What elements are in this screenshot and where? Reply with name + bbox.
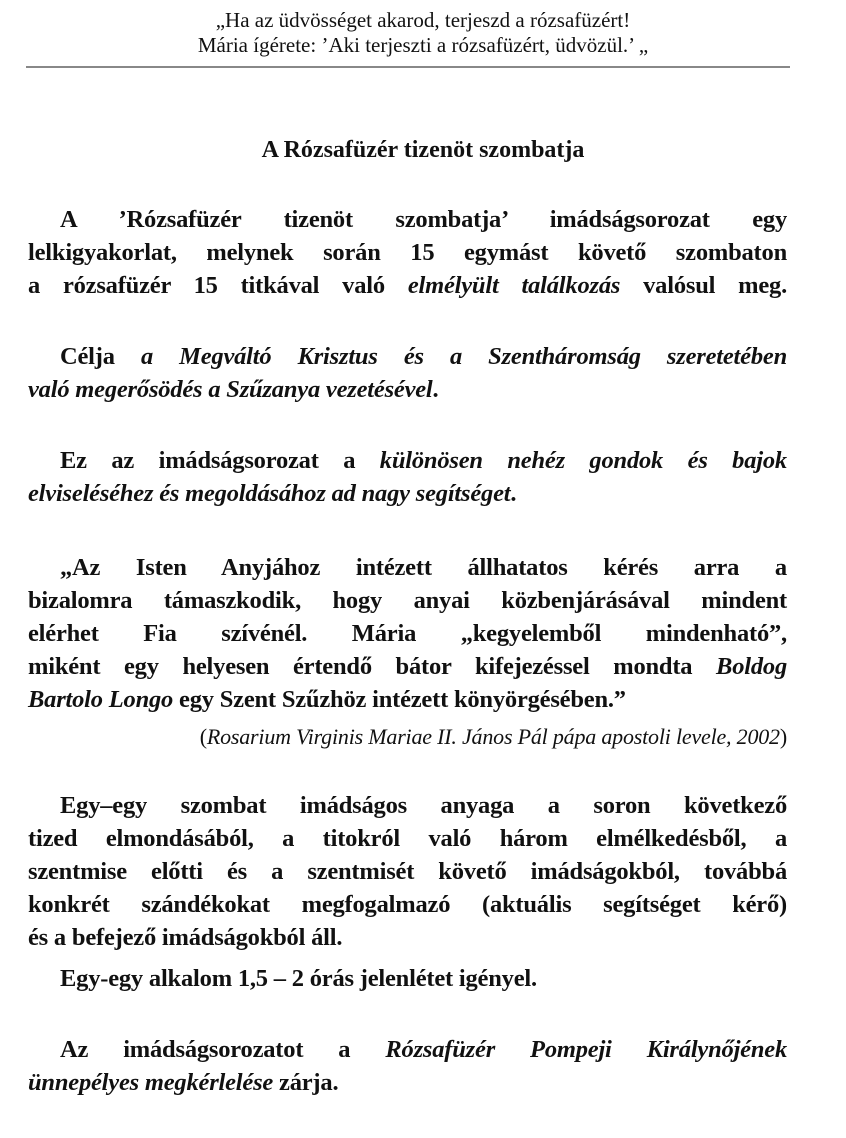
text-segment: és a befejező imádságokból áll. xyxy=(28,924,343,951)
text-segment: ) xyxy=(779,724,787,749)
text-segment: szentmise előtti és a szentmisét követő imádságokból, továbbá xyxy=(28,858,787,885)
italic-text: a Megváltó Krisztus és a Szentháromság szeretetében xyxy=(140,343,787,370)
text-segment: bizalomra támaszkodik, hogy anyai közbenjárásával mindent xyxy=(28,587,787,614)
paragraph-line xyxy=(60,204,787,236)
text-segment: elérhet Fia szívénél. Mária „kegyelemből mindenható”, xyxy=(28,620,787,647)
paragraph-line xyxy=(28,889,787,921)
paragraph-line xyxy=(28,1067,787,1099)
text-segment: Egy-egy alkalom 1,5 – 2 órás jelenlétet igényel. xyxy=(60,965,537,992)
text-segment: A ’Rózsafüzér tizenöt szombatja’ imádságsorozat egy xyxy=(60,206,787,233)
paragraph-line xyxy=(60,552,787,584)
italic-text: Rosarium Virginis Mariae II. János Pál pápa apostoli levele, 2002 xyxy=(206,724,780,749)
paragraph-line xyxy=(28,684,787,716)
text-segment: zárja. xyxy=(273,1069,339,1096)
italic-text: elviseléséhez és megoldásához ad nagy segítséget xyxy=(28,480,511,507)
paragraph-line xyxy=(28,478,787,510)
text-segment: a rózsafüzér 15 titkával való xyxy=(28,272,408,299)
text-segment: . xyxy=(432,376,439,403)
text-segment: Célja xyxy=(60,343,141,370)
paragraph-line xyxy=(28,618,787,650)
text-segment: valósul meg. xyxy=(620,272,787,299)
text-segment: egy Szent Szűzhöz intézett könyörgésében.” xyxy=(173,686,626,713)
paragraph-line xyxy=(28,823,787,855)
paragraph-line xyxy=(28,585,787,617)
text-segment: Az imádságsorozatot a xyxy=(60,1036,386,1063)
italic-text: ünnepélyes megkérlelése xyxy=(28,1069,274,1096)
italic-text: Bartolo Longo xyxy=(28,686,174,713)
paragraph-line xyxy=(28,270,787,302)
text-segment: Ez az imádságsorozat a xyxy=(60,447,380,474)
text-segment: „Az Isten Anyjához intézett állhatatos kérés arra a xyxy=(60,554,787,581)
text-segment: . xyxy=(510,480,517,507)
paragraph-line xyxy=(60,1034,787,1066)
paragraph-line xyxy=(28,374,787,406)
text-segment: miként egy helyesen értendő bátor kifejezéssel mondta xyxy=(28,653,717,680)
text-segment: ( xyxy=(199,724,207,749)
paragraph-line xyxy=(60,341,787,373)
italic-text: való megerősödés a Szűzanya vezetésével xyxy=(28,376,433,403)
text-segment: tized elmondásából, a titokról való három elmélkedésből, a xyxy=(28,825,787,852)
text-segment: konkrét szándékokat megfogalmazó (aktuális segítséget kérő) xyxy=(28,891,787,918)
document-title: A Rózsafüzér tizenöt szombatja xyxy=(261,137,585,163)
paragraph-line xyxy=(28,237,787,269)
header-divider xyxy=(26,66,790,68)
paragraph-line xyxy=(28,922,787,954)
italic-text: Boldog xyxy=(716,653,787,680)
italic-text: Rózsafüzér Pompeji Királynőjének xyxy=(385,1036,788,1063)
italic-text: különösen nehéz gondok és bajok xyxy=(379,447,787,474)
header-line-2: Mária ígérete: ’Aki terjeszti a rózsafüzért, üdvözül.’ „ xyxy=(197,33,649,57)
paragraph-line xyxy=(60,790,787,822)
italic-text: elmélyült találkozás xyxy=(407,272,621,299)
text-segment: lelkigyakorlat, melynek során 15 egymást követő szombaton xyxy=(28,239,787,266)
text-segment: Egy–egy szombat imádságos anyaga a soron következő xyxy=(60,792,787,819)
paragraph-line xyxy=(28,651,787,683)
citation-line xyxy=(100,721,787,753)
header-line-1: „Ha az üdvösséget akarod, terjeszd a rózsafüzért! xyxy=(215,8,631,32)
paragraph-line xyxy=(60,963,787,995)
paragraph-line xyxy=(28,856,787,888)
paragraph-line xyxy=(60,445,787,477)
